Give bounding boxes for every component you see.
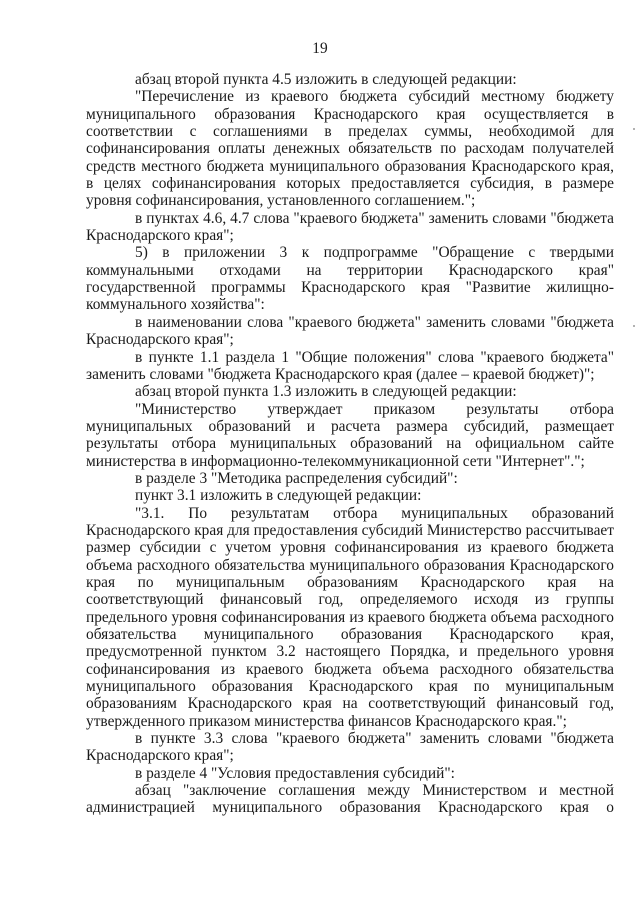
- paragraph: "Перечисление из краевого бюджета субсидий местному бюджету муниципального образования Краснодарского края осуществляется в соответствии с соглашениями в пределах суммы, необходимой для софинансирования оплаты денежных обязательств по расходам получателей средств местного бюджета муниципального образования Краснодарского края, в целях софинансирования которых предоставляется субсидия, в размере уровня софинансирования, установленного соглашением.";: [86, 88, 614, 210]
- paragraph: в разделе 4 "Условия предоставления субсидий":: [135, 764, 455, 782]
- paragraph: в пунктах 4.6, 4.7 слова "краевого бюджета" заменить словами "бюджета Краснодарского края";: [86, 209, 614, 245]
- paragraph: в пункте 3.3 слова "краевого бюджета" заменить словами "бюджета Краснодарского края";: [86, 730, 614, 765]
- paragraph: пункт 3.1 изложить в следующей редакции:: [135, 487, 422, 505]
- paragraph: в пункте 1.1 раздела 1 "Общие положения" слова "краевого бюджета" заменить словами "бюджета Краснодарского края (далее – краевой бюджет)";: [86, 348, 614, 383]
- paragraph: абзац второй пункта 1.3 изложить в следующей редакции:: [135, 383, 517, 401]
- paragraph: "3.1. По результатам отбора муниципальных образований Краснодарского края для предоставления субсидий Министерство рассчитывает размер субсидии с учетом уровня софинансирования из краевого бюджета объема расходного обязательства муниципального образования Краснодарского края по муниципальным образованиям Краснодарского края на соответствующий финансовый год, определяемого исходя из группы предельного уровня софинансирования из краевого бюджета объема расходного обязательства муниципального образования Краснодарского края, предусмотренной пунктом 3.2 настоящего Порядка, и предельного уровня софинансирования из краевого бюджета объема расходного обязательства муниципального образования Краснодарского края по муниципальным образованиям Краснодарского края на соответствующий финансовый год, утвержденного приказом министерства финансов Краснодарского края.";: [86, 504, 614, 730]
- paragraph: 5) в приложении 3 к подпрограмме "Обращение с твердыми коммунальными отходами на территории Краснодарского края" государственной программы Краснодарского края "Развитие жилищно-коммунального хозяйства":: [86, 244, 614, 314]
- document-body: [86, 71, 614, 817]
- paragraph: абзац "заключение соглашения между Министерством и местной администрацией муниципального образования Краснодарского края о: [86, 782, 614, 817]
- scan-speck: [633, 325, 635, 327]
- page-number: 19: [312, 40, 328, 57]
- scan-speck: [633, 128, 635, 130]
- paragraph: в разделе 3 "Методика распределения субсидий":: [135, 469, 458, 487]
- paragraph: "Министерство утверждает приказом результаты отбора муниципальных образований и расчета размера субсидий, размещает результаты отбора муниципальных образований на официальном сайте министерства в информационно-телекоммуникационной сети "Интернет".";: [86, 400, 614, 470]
- paragraph: абзац второй пункта 4.5 изложить в следующей редакции:: [135, 71, 517, 88]
- paragraph: в наименовании слова "краевого бюджета" заменить словами "бюджета Краснодарского края";: [86, 313, 614, 349]
